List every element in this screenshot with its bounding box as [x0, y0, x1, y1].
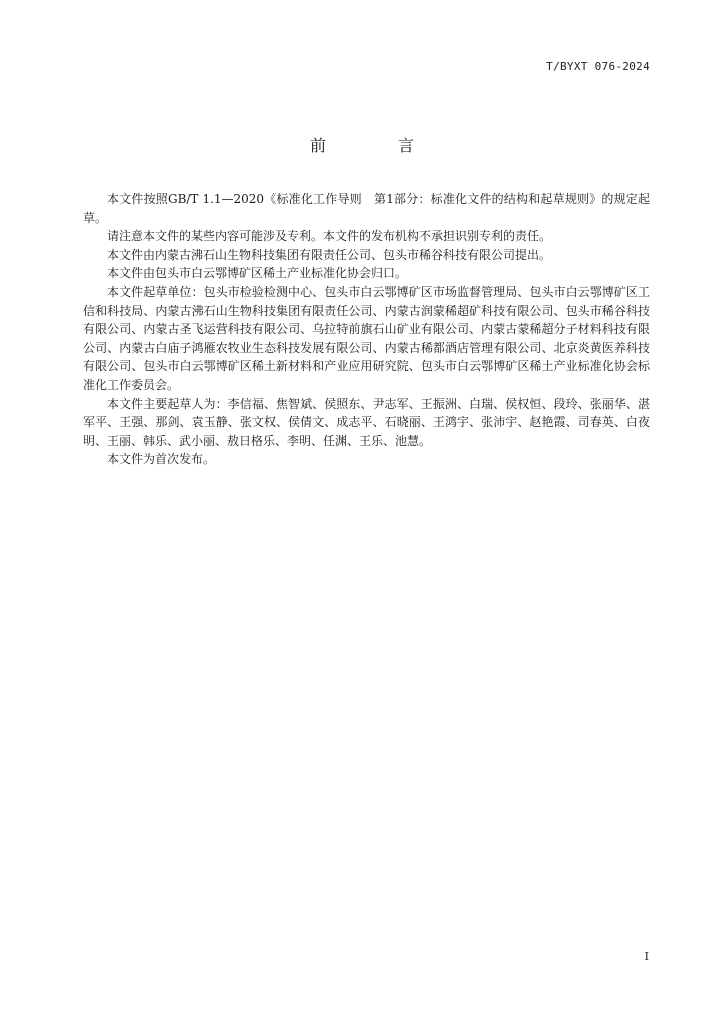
paragraph-patent-notice: 请注意本文件的某些内容可能涉及专利。本文件的发布机构不承担识别专利的责任。 — [107, 229, 552, 244]
page-title: 前 言 — [309, 136, 442, 155]
paragraph-drafting-rules: 本文件按照GB/T 1.1—2020《标准化工作导则 第1部分：标准化文件的结构和起草规则》的规定起草。 — [83, 192, 650, 225]
paragraph-administrator: 本文件由包头市白云鄂博矿区稀土产业标准化协会归口。 — [107, 266, 408, 281]
paragraph-first-release: 本文件为首次发布。 — [107, 452, 216, 467]
page-number: I — [644, 950, 649, 963]
paragraph-proposer: 本文件由内蒙古沸石山生物科技集团有限责任公司、包头市稀谷科技有限公司提出。 — [107, 247, 552, 262]
paragraph-drafters: 本文件主要起草人为：李信福、焦智斌、侯照东、尹志军、王振洲、白瑞、侯权恒、段玲、张丽华、湛军平、王强、那剑、袁玉静、张文权、侯倩文、成志平、石晓丽、王鸿宇、张沛宇、赵艳霞、司春英、白夜明、王丽、韩乐、武小丽、敖日格乐、李明、任渊、王乐、池慧。 — [83, 396, 650, 448]
standard-code: T/BYXT 076-2024 — [546, 60, 650, 73]
foreword-body — [83, 190, 650, 469]
paragraph-drafting-units: 本文件起草单位：包头市检验检测中心、包头市白云鄂博矿区市场监督管理局、包头市白云鄂博矿区工信和科技局、内蒙古沸石山生物科技集团有限责任公司、内蒙古润蒙稀超矿科技有限公司、包头市稀谷科技有限公司、内蒙古圣飞运营科技有限公司、乌拉特前旗石山矿业有限公司、内蒙古蒙稀超分子材料科技有限公司、内蒙古白庙子鸿雁农牧业生态科技发展有限公司、内蒙古稀都酒店管理有限公司、北京炎黄医养科技有限公司、包头市白云鄂博矿区稀土新材料和产业应用研究院、包头市白云鄂博矿区稀土产业标准化协会标准化工作委员会。 — [83, 284, 650, 392]
